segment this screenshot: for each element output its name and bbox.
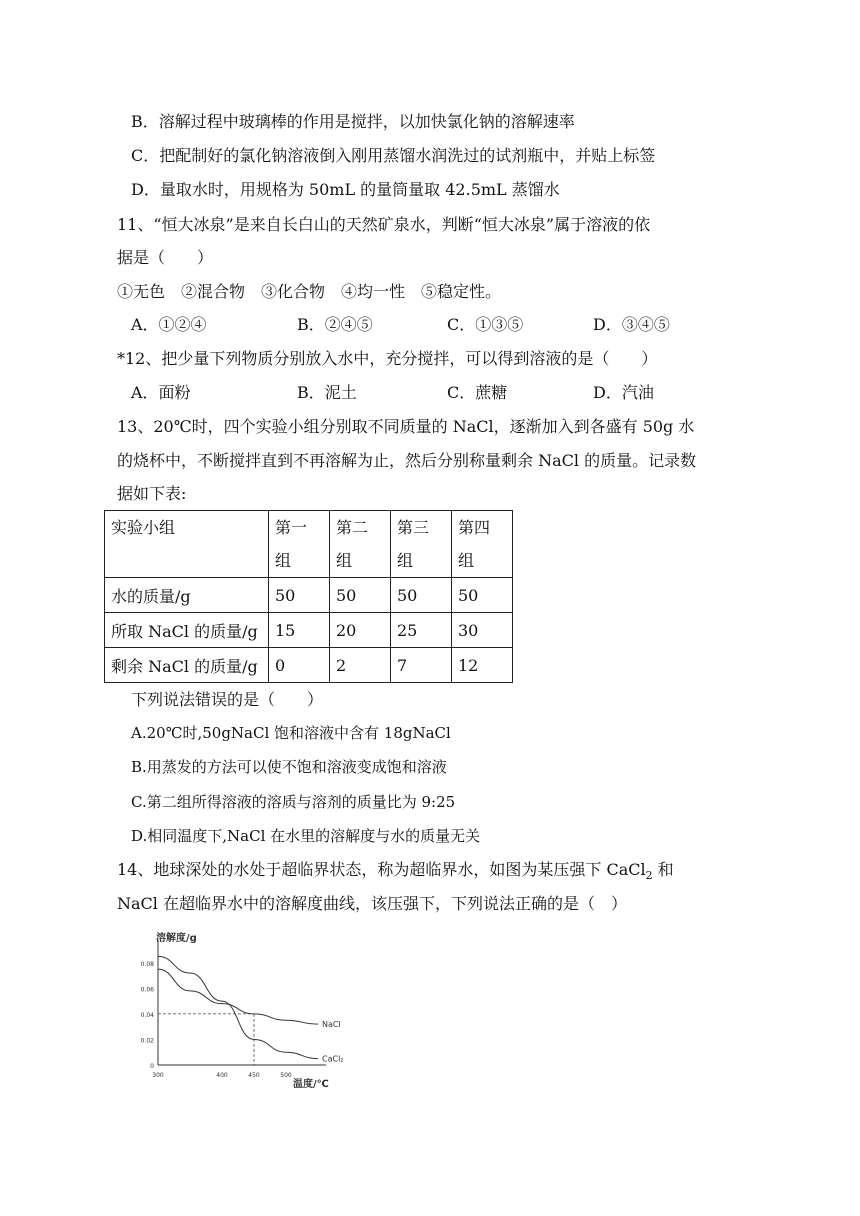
q12-option-c: C．蔗糖 xyxy=(447,383,508,402)
x-tick-label: 450 xyxy=(248,1072,260,1079)
table-header-cell: 实验小组 xyxy=(105,511,269,578)
table-cell: 15 xyxy=(269,613,330,648)
series-line-nacl xyxy=(158,969,318,1024)
q12-option-b: B．泥土 xyxy=(297,383,357,402)
q11-items: ①无色 ②混合物 ③化合物 ④均一性 ⑤稳定性。 xyxy=(117,282,502,301)
q10-option-b: B．溶解过程中玻璃棒的作用是搅拌，以加快氯化钠的溶解速率 xyxy=(131,112,575,131)
table-header-cell: 第三组 xyxy=(391,511,452,578)
x-tick-label: 500 xyxy=(280,1072,292,1079)
q13-prompt: 下列说法错误的是（ ） xyxy=(131,690,324,709)
table-cell: 7 xyxy=(391,648,452,683)
solubility-chart xyxy=(128,925,344,1090)
q11-stem-line2: 据是（ ） xyxy=(117,248,214,267)
q11-option-d: D．③④⑤ xyxy=(593,315,670,334)
q13-option-d: D.相同温度下,NaCl 在水里的溶解度与水的质量无关 xyxy=(131,827,481,845)
q13-option-b: B.用蒸发的方法可以使不饱和溶液变成饱和溶液 xyxy=(131,758,447,776)
table-cell: 50 xyxy=(269,578,330,613)
series-label: NaCl xyxy=(322,1020,341,1030)
series-label: CaCl₂ xyxy=(322,1054,344,1064)
table-row-label: 剩余 NaCl 的质量/g xyxy=(105,648,269,683)
table-cell: 50 xyxy=(330,578,391,613)
x-axis-label: 温度/℃ xyxy=(293,1079,329,1090)
q13-stem-line1: 13、20℃时，四个实验小组分别取不同质量的 NaCl，逐渐加入到各盛有 50g 水 xyxy=(117,417,695,436)
table-cell: 20 xyxy=(330,613,391,648)
q14-stem-line1: 14、地球深处的水处于超临界状态，称为超临界水，如图为某压强下 CaCl$_2$ 和 xyxy=(117,860,674,883)
y-tick-label: 0.02 xyxy=(140,1037,154,1045)
y-tick-label: 0.06 xyxy=(140,986,154,994)
y-tick-label: 0.08 xyxy=(140,960,154,968)
x-tick-label: 400 xyxy=(216,1072,228,1079)
q11-option-a: A．①②④ xyxy=(131,315,207,334)
q11-option-c: C．①③⑤ xyxy=(447,315,524,334)
q12-stem: *12、把少量下列物质分别放入水中，充分搅拌，可以得到溶液的是（ ） xyxy=(117,349,658,368)
table-row-label: 水的质量/g xyxy=(105,578,269,613)
table-row xyxy=(105,578,513,613)
q10-option-d: D．量取水时，用规格为 50mL 的量筒量取 42.5mL 蒸馏水 xyxy=(131,180,560,199)
q11-stem-line1: 11、“恒大冰泉”是来自长白山的天然矿泉水，判断“恒大冰泉”属于溶液的依 xyxy=(117,215,651,234)
table-row-label: 所取 NaCl 的质量/g xyxy=(105,613,269,648)
q13-data-table xyxy=(104,510,513,683)
q14-stem-line2: NaCl 在超临界水中的溶解度曲线，该压强下，下列说法正确的是（ ） xyxy=(117,894,627,913)
table-row xyxy=(105,613,513,648)
q13-option-c: C.第二组所得溶液的溶质与溶剂的质量比为 9:25 xyxy=(131,793,456,811)
table-cell: 0 xyxy=(269,648,330,683)
y-axis-label: 溶解度/g xyxy=(156,933,197,944)
table-header-cell: 第二组 xyxy=(330,511,391,578)
x-tick-label: 300 xyxy=(152,1072,164,1079)
table-cell: 2 xyxy=(330,648,391,683)
q10-option-c: C．把配制好的氯化钠溶液倒入刚用蒸馏水润洗过的试剂瓶中，并贴上标签 xyxy=(131,146,656,165)
series-line-cacl2 xyxy=(158,956,318,1058)
table-header-row xyxy=(105,511,513,578)
q13-stem-line2: 的烧杯中，不断搅拌直到不再溶解为止，然后分别称量剩余 NaCl 的质量。记录数 xyxy=(117,451,697,470)
q12-option-a: A．面粉 xyxy=(131,383,191,402)
table-row xyxy=(105,648,513,683)
table-cell: 50 xyxy=(452,578,513,613)
q11-option-b: B．②④⑤ xyxy=(297,315,373,334)
y-tick-label: 0.04 xyxy=(140,1011,154,1019)
q12-option-d: D．汽油 xyxy=(593,383,654,402)
table-header-cell: 第四组 xyxy=(452,511,513,578)
q13-option-a: A.20℃时,50gNaCl 饱和溶液中含有 18gNaCl xyxy=(131,724,451,742)
table-cell: 50 xyxy=(391,578,452,613)
y-tick-label: 0 xyxy=(150,1063,154,1070)
q13-stem-line3: 据如下表: xyxy=(117,484,187,503)
table-cell: 30 xyxy=(452,613,513,648)
table-header-cell: 第一组 xyxy=(269,511,330,578)
table-cell: 25 xyxy=(391,613,452,648)
table-cell: 12 xyxy=(452,648,513,683)
